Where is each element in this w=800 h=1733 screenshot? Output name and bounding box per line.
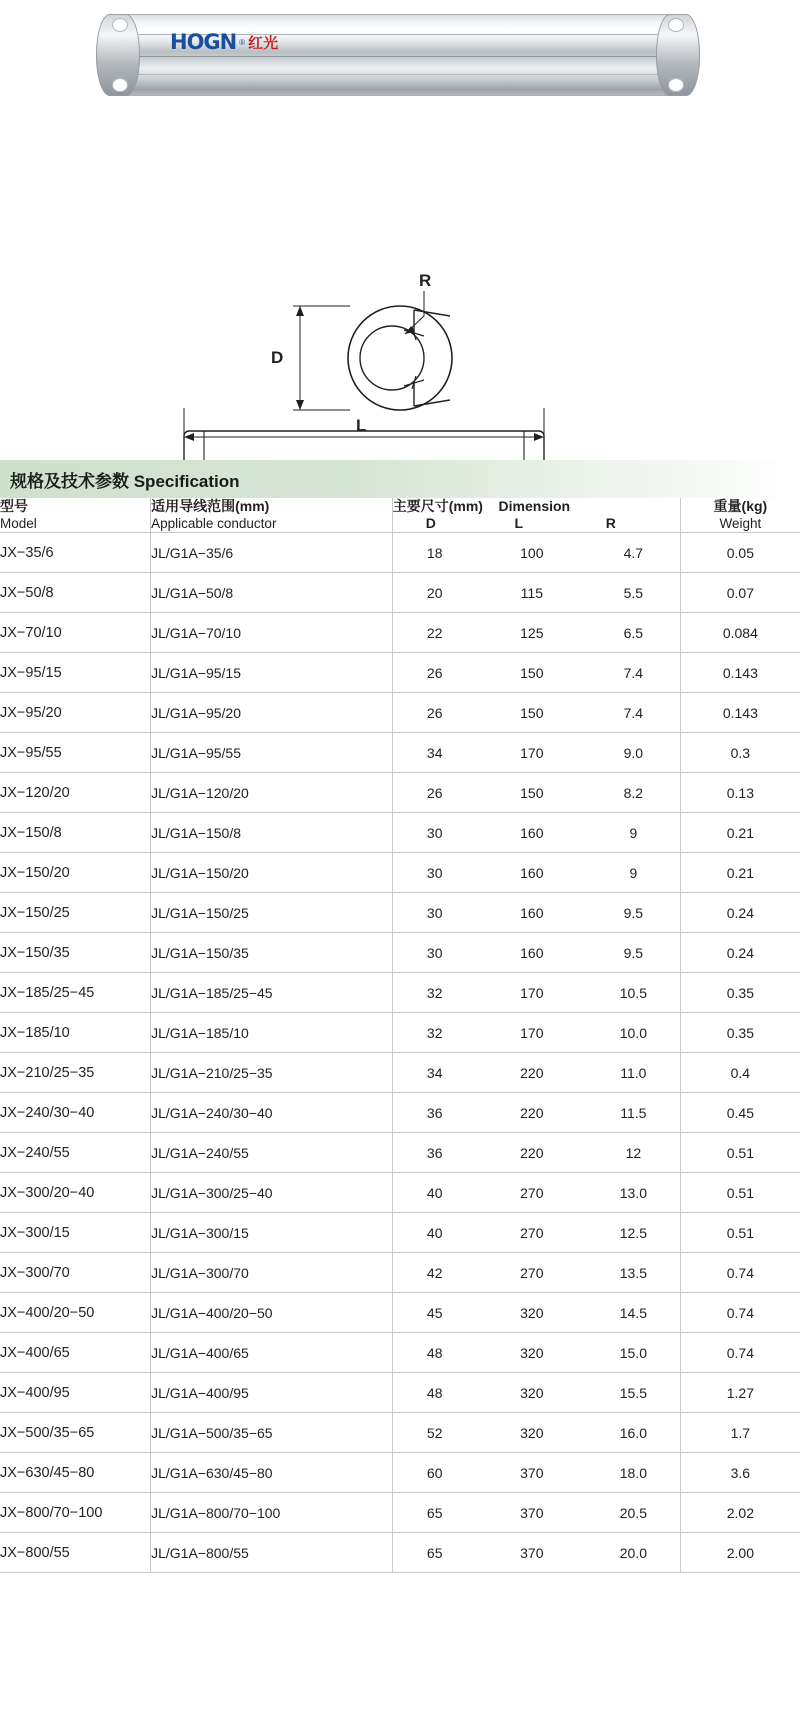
cell-weight: 0.35 (680, 973, 800, 1013)
cell-dimension-d: 30 (392, 893, 476, 933)
cell-conductor: JL/G1A−210/25−35 (151, 1053, 393, 1093)
cell-weight: 0.45 (680, 1093, 800, 1133)
dimension-label-l: L (356, 416, 367, 435)
sleeve-notch (112, 78, 128, 92)
cell-dimension-l: 150 (477, 653, 587, 693)
cell-model: JX−150/20 (0, 853, 151, 893)
cell-model: JX−95/55 (0, 733, 151, 773)
cell-model: JX−95/20 (0, 693, 151, 733)
cell-conductor: JL/G1A−240/55 (151, 1133, 393, 1173)
header-weight-en: Weight (719, 516, 762, 531)
cell-conductor: JL/G1A−150/8 (151, 813, 393, 853)
cell-weight: 0.084 (680, 613, 800, 653)
cell-dimension-r: 9 (587, 813, 680, 853)
cell-weight: 0.51 (680, 1173, 800, 1213)
cell-dimension-l: 270 (477, 1173, 587, 1213)
cell-weight: 0.35 (680, 1013, 800, 1053)
cell-weight: 2.00 (680, 1533, 800, 1573)
cell-weight: 3.6 (680, 1453, 800, 1493)
cell-model: JX−500/35−65 (0, 1413, 151, 1453)
brand-chinese-name: 红光 (248, 34, 279, 52)
cell-conductor: JL/G1A−95/20 (151, 693, 393, 733)
header-dimension-en: Dimension (498, 498, 571, 514)
cell-conductor: JL/G1A−50/8 (151, 573, 393, 613)
cell-dimension-l: 320 (477, 1293, 587, 1333)
cell-dimension-d: 42 (392, 1253, 476, 1293)
cell-model: JX−95/15 (0, 653, 151, 693)
cell-weight: 0.05 (680, 533, 800, 573)
cell-conductor: JL/G1A−300/15 (151, 1213, 393, 1253)
cell-dimension-r: 15.0 (587, 1333, 680, 1373)
cell-dimension-r: 11.5 (587, 1093, 680, 1133)
header-model-en: Model (0, 516, 37, 531)
cell-dimension-l: 160 (477, 933, 587, 973)
cell-dimension-d: 34 (392, 733, 476, 773)
cell-dimension-d: 20 (392, 573, 476, 613)
sleeve-image (108, 14, 688, 96)
cell-dimension-l: 370 (477, 1533, 587, 1573)
sleeve-notch (668, 78, 684, 92)
cell-weight: 0.143 (680, 653, 800, 693)
cell-dimension-l: 170 (477, 973, 587, 1013)
cell-dimension-r: 6.5 (587, 613, 680, 653)
cell-dimension-r: 5.5 (587, 573, 680, 613)
cell-dimension-r: 15.5 (587, 1373, 680, 1413)
cell-dimension-d: 48 (392, 1333, 476, 1373)
cell-model: JX−400/20−50 (0, 1293, 151, 1333)
cell-dimension-d: 40 (392, 1173, 476, 1213)
cell-weight: 0.51 (680, 1213, 800, 1253)
cell-dimension-r: 10.0 (587, 1013, 680, 1053)
cell-weight: 0.143 (680, 693, 800, 733)
cell-dimension-r: 9.5 (587, 933, 680, 973)
table-row (0, 1373, 800, 1413)
cell-dimension-r: 9 (587, 853, 680, 893)
cell-weight: 0.74 (680, 1253, 800, 1293)
cell-model: JX−240/55 (0, 1133, 151, 1173)
table-row (0, 613, 800, 653)
sleeve-ridge (108, 56, 688, 57)
trademark-symbol: ® (239, 37, 246, 47)
cell-weight: 1.27 (680, 1373, 800, 1413)
cell-weight: 0.24 (680, 933, 800, 973)
cell-model: JX−240/30−40 (0, 1093, 151, 1133)
cell-model: JX−630/45−80 (0, 1453, 151, 1493)
cell-dimension-d: 60 (392, 1453, 476, 1493)
cell-dimension-r: 12.5 (587, 1213, 680, 1253)
table-row (0, 813, 800, 853)
cell-conductor: JL/G1A−800/55 (151, 1533, 393, 1573)
cell-conductor: JL/G1A−630/45−80 (151, 1453, 393, 1493)
cell-dimension-r: 12 (587, 1133, 680, 1173)
table-row (0, 893, 800, 933)
specification-header (0, 460, 800, 498)
cell-dimension-l: 370 (477, 1453, 587, 1493)
cell-dimension-l: 220 (477, 1053, 587, 1093)
cell-conductor: JL/G1A−400/65 (151, 1333, 393, 1373)
cell-dimension-r: 8.2 (587, 773, 680, 813)
cell-model: JX−70/10 (0, 613, 151, 653)
cell-dimension-d: 40 (392, 1213, 476, 1253)
cell-dimension-d: 26 (392, 653, 476, 693)
cell-dimension-l: 160 (477, 813, 587, 853)
cell-weight: 1.7 (680, 1413, 800, 1453)
cell-dimension-l: 320 (477, 1373, 587, 1413)
cell-dimension-d: 26 (392, 773, 476, 813)
cell-dimension-d: 18 (392, 533, 476, 573)
cell-conductor: JL/G1A−35/6 (151, 533, 393, 573)
cell-conductor: JL/G1A−95/15 (151, 653, 393, 693)
table-row (0, 1013, 800, 1053)
cell-conductor: JL/G1A−70/10 (151, 613, 393, 653)
cell-conductor: JL/G1A−185/25−45 (151, 973, 393, 1013)
cell-dimension-r: 9.0 (587, 733, 680, 773)
cell-dimension-d: 30 (392, 813, 476, 853)
cell-dimension-d: 32 (392, 1013, 476, 1053)
cell-dimension-d: 36 (392, 1133, 476, 1173)
cell-dimension-r: 20.0 (587, 1533, 680, 1573)
sleeve-ridge (108, 74, 688, 75)
specification-title: 规格及技术参数 Specification (10, 471, 240, 491)
cell-conductor: JL/G1A−400/95 (151, 1373, 393, 1413)
cell-model: JX−400/95 (0, 1373, 151, 1413)
table-row (0, 1333, 800, 1373)
product-photo (0, 0, 800, 120)
cell-model: JX−35/6 (0, 533, 151, 573)
cell-weight: 2.02 (680, 1493, 800, 1533)
table-row (0, 573, 800, 613)
header-weight-cn: 重量(kg) (713, 498, 768, 514)
table-body (0, 533, 800, 1573)
cell-weight: 0.13 (680, 773, 800, 813)
table-row (0, 653, 800, 693)
table-header (0, 498, 800, 533)
cell-dimension-l: 370 (477, 1493, 587, 1533)
header-dimension-cn: 主要尺寸(mm) (392, 498, 483, 514)
cell-weight: 0.3 (680, 733, 800, 773)
cell-model: JX−120/20 (0, 773, 151, 813)
dimension-label-r: R (419, 271, 432, 290)
cell-dimension-r: 18.0 (587, 1453, 680, 1493)
header-conductor (151, 498, 393, 533)
cell-dimension-l: 150 (477, 693, 587, 733)
cell-dimension-d: 32 (392, 973, 476, 1013)
table-row (0, 1413, 800, 1453)
header-model-cn: 型号 (0, 498, 28, 514)
header-conductor-cn: 适用导线范围(mm) (151, 498, 270, 514)
cell-dimension-r: 10.5 (587, 973, 680, 1013)
cell-dimension-r: 11.0 (587, 1053, 680, 1093)
cell-dimension-l: 160 (477, 893, 587, 933)
table-row (0, 933, 800, 973)
cell-model: JX−300/20−40 (0, 1173, 151, 1213)
table-row (0, 1253, 800, 1293)
cell-model: JX−185/10 (0, 1013, 151, 1053)
table-row (0, 773, 800, 813)
cell-conductor: JL/G1A−185/10 (151, 1013, 393, 1053)
table-row (0, 1213, 800, 1253)
sleeve-notch (668, 18, 684, 32)
cell-dimension-l: 115 (477, 573, 587, 613)
cell-conductor: JL/G1A−150/35 (151, 933, 393, 973)
header-conductor-en: Applicable conductor (151, 516, 277, 531)
header-dim-l: L (514, 515, 524, 531)
cell-dimension-d: 34 (392, 1053, 476, 1093)
table-row (0, 1293, 800, 1333)
cell-dimension-l: 160 (477, 853, 587, 893)
table-row (0, 1133, 800, 1173)
cell-conductor: JL/G1A−300/25−40 (151, 1173, 393, 1213)
cell-dimension-l: 170 (477, 733, 587, 773)
brand-mark: HOGN (170, 30, 237, 54)
sleeve-body (108, 14, 688, 96)
table-row (0, 1173, 800, 1213)
cell-dimension-d: 30 (392, 853, 476, 893)
cell-weight: 0.21 (680, 853, 800, 893)
cell-dimension-l: 220 (477, 1133, 587, 1173)
cell-conductor: JL/G1A−800/70−100 (151, 1493, 393, 1533)
cell-dimension-l: 170 (477, 1013, 587, 1053)
cell-dimension-r: 4.7 (587, 533, 680, 573)
cell-dimension-d: 65 (392, 1493, 476, 1533)
cell-model: JX−50/8 (0, 573, 151, 613)
table-row (0, 1093, 800, 1133)
table-row (0, 1453, 800, 1493)
cell-weight: 0.51 (680, 1133, 800, 1173)
cell-weight: 0.07 (680, 573, 800, 613)
cell-dimension-d: 36 (392, 1093, 476, 1133)
cell-weight: 0.74 (680, 1293, 800, 1333)
cell-dimension-l: 150 (477, 773, 587, 813)
table-row (0, 733, 800, 773)
cell-model: JX−400/65 (0, 1333, 151, 1373)
cell-conductor: JL/G1A−400/20−50 (151, 1293, 393, 1333)
table-row (0, 853, 800, 893)
cell-dimension-d: 45 (392, 1293, 476, 1333)
cell-model: JX−300/15 (0, 1213, 151, 1253)
cell-model: JX−800/55 (0, 1533, 151, 1573)
table-header-row (0, 498, 800, 533)
cell-dimension-r: 13.0 (587, 1173, 680, 1213)
header-dim-d: D (425, 515, 436, 531)
cell-dimension-l: 320 (477, 1413, 587, 1453)
header-model (0, 498, 151, 533)
cell-dimension-d: 65 (392, 1533, 476, 1573)
cell-model: JX−150/8 (0, 813, 151, 853)
cell-conductor: JL/G1A−150/20 (151, 853, 393, 893)
header-dim-r: R (605, 515, 616, 531)
cell-dimension-l: 220 (477, 1093, 587, 1133)
cell-dimension-r: 7.4 (587, 693, 680, 733)
cell-conductor: JL/G1A−120/20 (151, 773, 393, 813)
cell-dimension-d: 22 (392, 613, 476, 653)
cell-conductor: JL/G1A−240/30−40 (151, 1093, 393, 1133)
cell-conductor: JL/G1A−300/70 (151, 1253, 393, 1293)
cell-dimension-r: 14.5 (587, 1293, 680, 1333)
cell-conductor: JL/G1A−150/25 (151, 893, 393, 933)
cell-dimension-r: 13.5 (587, 1253, 680, 1293)
table-row (0, 1493, 800, 1533)
brand-logo (170, 30, 278, 54)
cell-dimension-l: 270 (477, 1213, 587, 1253)
cell-conductor: JL/G1A−95/55 (151, 733, 393, 773)
cell-model: JX−150/35 (0, 933, 151, 973)
cell-dimension-d: 52 (392, 1413, 476, 1453)
cell-weight: 0.24 (680, 893, 800, 933)
table-row (0, 1053, 800, 1093)
table-row (0, 1533, 800, 1573)
sleeve-notch (112, 18, 128, 32)
header-weight (680, 498, 800, 533)
header-dimension-title (393, 498, 680, 515)
cell-model: JX−800/70−100 (0, 1493, 151, 1533)
cell-model: JX−150/25 (0, 893, 151, 933)
cell-weight: 0.74 (680, 1333, 800, 1373)
cell-model: JX−210/25−35 (0, 1053, 151, 1093)
cell-weight: 0.4 (680, 1053, 800, 1093)
table-row (0, 973, 800, 1013)
table-row (0, 533, 800, 573)
cell-dimension-r: 7.4 (587, 653, 680, 693)
cell-dimension-d: 48 (392, 1373, 476, 1413)
specification-table (0, 498, 800, 1573)
cell-dimension-d: 30 (392, 933, 476, 973)
cell-dimension-r: 20.5 (587, 1493, 680, 1533)
cell-dimension-l: 100 (477, 533, 587, 573)
header-dimension (392, 498, 680, 533)
cell-dimension-l: 125 (477, 613, 587, 653)
cell-model: JX−185/25−45 (0, 973, 151, 1013)
table-row (0, 693, 800, 733)
cell-model: JX−300/70 (0, 1253, 151, 1293)
dimension-label-d: D (271, 348, 284, 367)
cell-dimension-r: 9.5 (587, 893, 680, 933)
cell-weight: 0.21 (680, 813, 800, 853)
cell-dimension-r: 16.0 (587, 1413, 680, 1453)
cell-dimension-d: 26 (392, 693, 476, 733)
cell-dimension-l: 320 (477, 1333, 587, 1373)
cell-conductor: JL/G1A−500/35−65 (151, 1413, 393, 1453)
header-dimension-subs (393, 515, 680, 531)
cell-dimension-l: 270 (477, 1253, 587, 1293)
